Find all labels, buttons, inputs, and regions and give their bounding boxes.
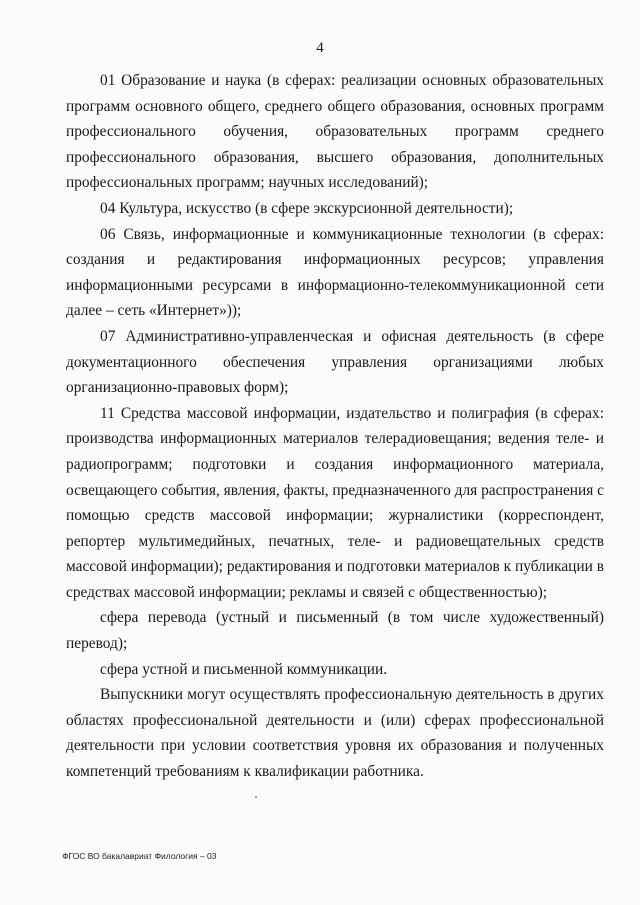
paragraph-11-mass-media: 11 Средства массовой информации, издательство и полиграфия (в сферах: производства информационных материалов телерадиовещания; ведения теле- и радиопрограмм; подготовки и создания информационного материала, освещающего события, явления, факты, предназначенного для распространения с помощью средств массовой информации; журналистики (корреспондент, репортер мультимедийных, печатных, теле- и радиовещательных средств массовой информации); редактирования и подготовки материалов к публикации в средствах массовой информации; рекламы и связей с общественностью); [66,404,605,601]
paragraph-01-education: 01 Образование и наука (в сферах: реализации основных образовательных программ основного общего, среднего общего образования, основных программ профессионального обучения, образовательных программ среднего профессионального образования, высшего образования, дополнительных профессиональных программ; научных исследований); [66,72,604,192]
scan-speck [255,796,257,798]
paragraph-translation: сфера перевода (устный и письменный (в том числе художественный) перевод); [66,609,604,653]
paragraph-07-administration: 07 Административно-управленческая и офисная деятельность (в сфере документационного обеспечения управления организациями любых организационно-правовых форм); [66,327,604,397]
body-text [66,68,604,785]
footer-note: ФГОС ВО бакалавриат Филология – 03 [62,851,217,861]
paragraph-04-culture: 04 Культура, искусство (в сфере экскурсионной деятельности); [100,199,514,217]
paragraph-graduates: Выпускники могут осуществлять профессиональную деятельность в других областях профессиональной деятельности и (или) сферах профессиональной деятельности при условии соответствия уровня их образования и полученных компетенций требованиям к квалификации работника. [66,686,604,781]
paragraph-06-communications: 06 Связь, информационные и коммуникационные технологии (в сферах: создания и редактирования информационных ресурсов; управления информационными ресурсами в информационно-телекоммуникационной сети далее – сеть «Интернет»)); [66,225,604,320]
page-number: 4 [316,40,324,56]
paragraph-communication: сфера устной и письменной коммуникации. [100,660,388,678]
